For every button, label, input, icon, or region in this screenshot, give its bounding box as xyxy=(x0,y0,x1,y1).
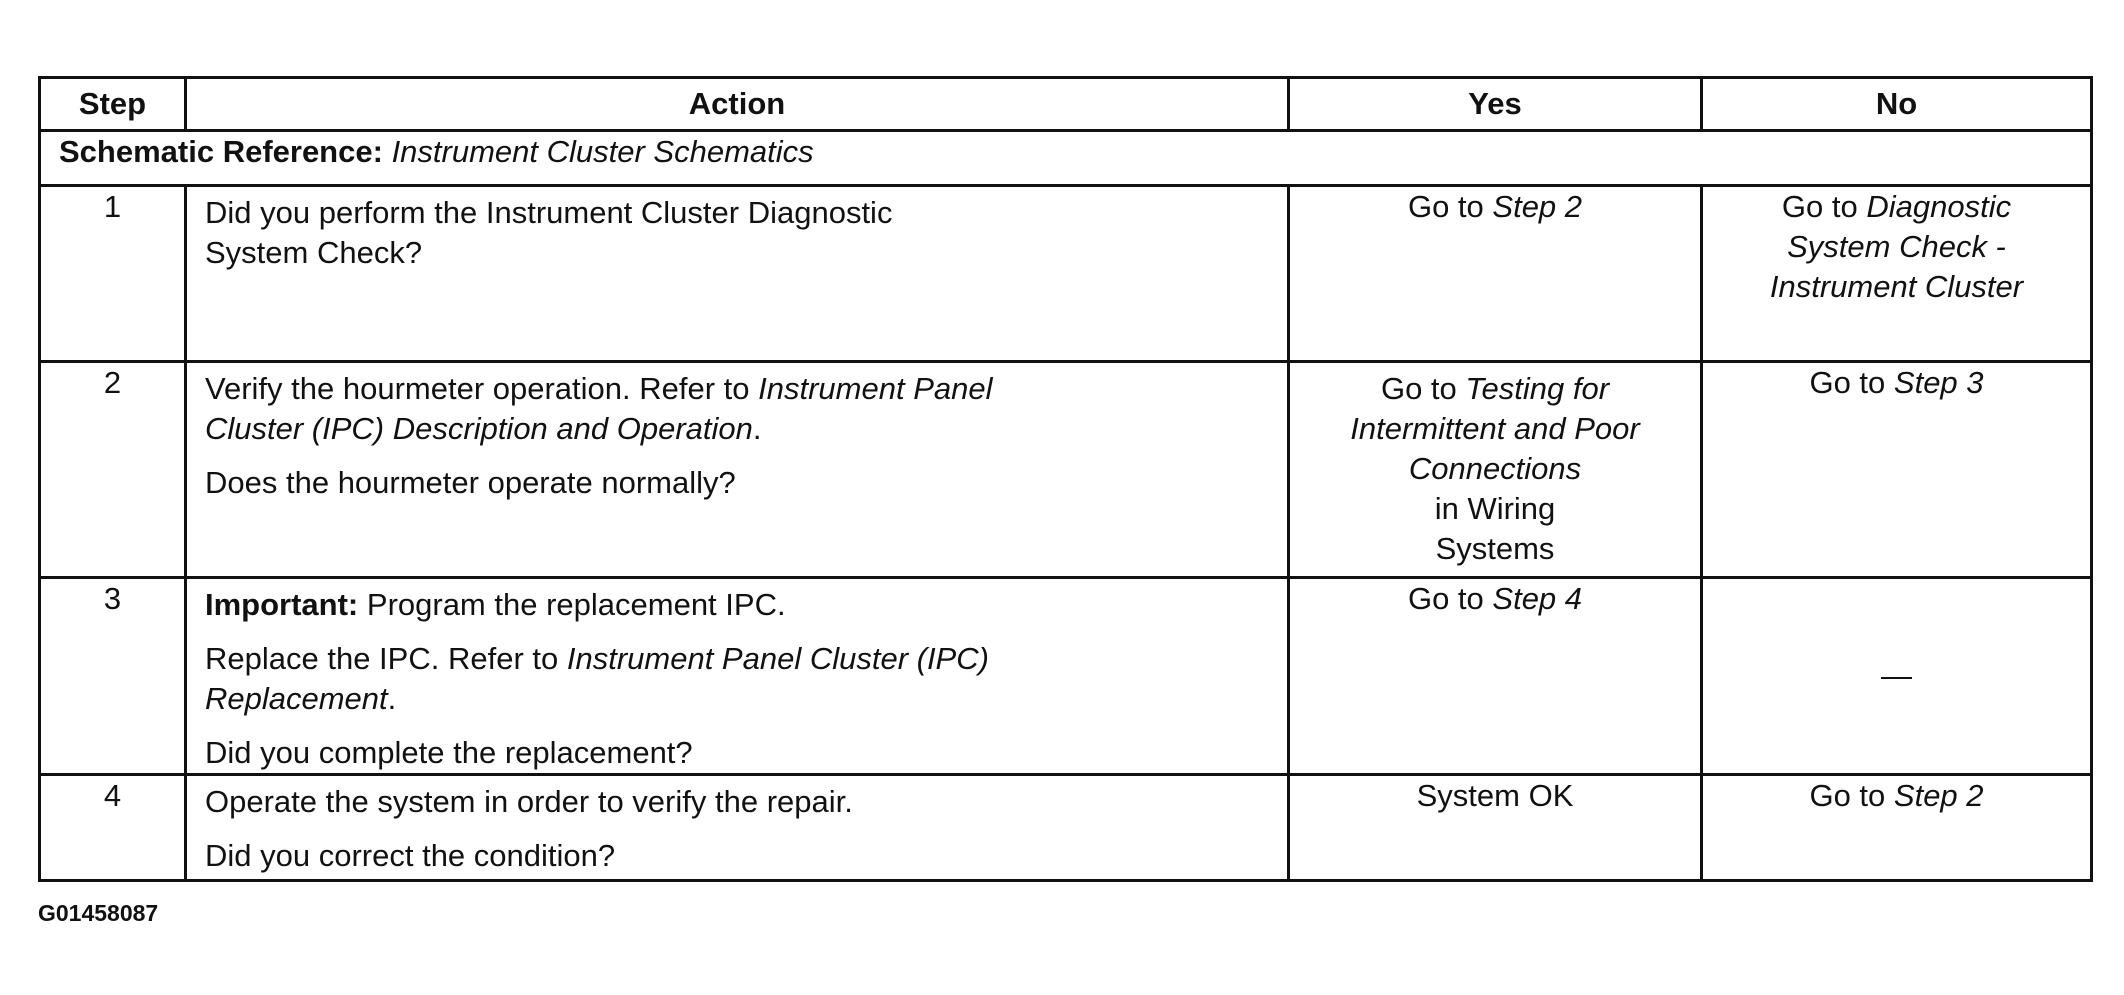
yes-cell xyxy=(1289,775,1702,881)
step-number: 3 xyxy=(40,578,186,775)
diagnostic-table xyxy=(38,76,2093,882)
yes-text: System OK xyxy=(1416,778,1574,813)
action-text: . xyxy=(752,411,762,446)
no-link[interactable]: Step 3 xyxy=(1893,365,1984,400)
yes-prefix: Go to xyxy=(1407,581,1484,616)
step-number: 1 xyxy=(40,186,186,362)
action-text: Operate the system in order to verify the repair. xyxy=(205,784,853,819)
yes-cell xyxy=(1289,578,1702,775)
header-yes: Yes xyxy=(1289,78,1702,131)
table-row xyxy=(40,578,2092,775)
table-row xyxy=(40,186,2092,362)
no-cell xyxy=(1702,362,2092,578)
important-label: Important: xyxy=(205,587,359,622)
action-text: . xyxy=(387,681,397,716)
yes-prefix: Go to xyxy=(1380,371,1457,406)
schematic-reference-label: Schematic Reference: xyxy=(59,134,383,169)
important-text: Program the replacement IPC. xyxy=(366,587,786,622)
action-link[interactable]: Cluster (IPC) Description and Operation xyxy=(205,411,753,446)
step-number: 2 xyxy=(40,362,186,578)
table-row xyxy=(40,362,2092,578)
schematic-reference-value: Instrument Cluster Schematics xyxy=(391,134,814,169)
action-text: System Check? xyxy=(205,235,423,270)
action-question: Did you correct the condition? xyxy=(205,838,616,873)
no-cell xyxy=(1702,186,2092,362)
no-link[interactable]: Diagnostic xyxy=(1866,189,2012,224)
action-cell xyxy=(186,186,1289,362)
yes-cell xyxy=(1289,362,1702,578)
no-prefix: Go to xyxy=(1809,365,1886,400)
no-cell xyxy=(1702,775,2092,881)
yes-cell xyxy=(1289,186,1702,362)
action-link[interactable]: Replacement xyxy=(205,681,388,716)
action-link[interactable]: Instrument Panel Cluster (IPC) xyxy=(566,641,989,676)
action-cell xyxy=(186,578,1289,775)
no-cell xyxy=(1702,578,2092,775)
schematic-reference-row xyxy=(40,131,2092,186)
no-link[interactable]: Step 2 xyxy=(1893,778,1984,813)
step-number: 4 xyxy=(40,775,186,881)
header-action: Action xyxy=(186,78,1289,131)
action-text: Replace the IPC. Refer to xyxy=(205,641,559,676)
yes-prefix: Go to xyxy=(1407,189,1484,224)
action-text: Did you perform the Instrument Cluster Diagnostic xyxy=(205,195,893,230)
header-row xyxy=(40,78,2092,131)
action-text: Verify the hourmeter operation. Refer to xyxy=(205,371,750,406)
yes-link[interactable]: Step 2 xyxy=(1492,189,1583,224)
yes-text: Systems xyxy=(1435,531,1555,566)
action-link[interactable]: Instrument Panel xyxy=(758,371,993,406)
header-no: No xyxy=(1702,78,2092,131)
no-prefix: Go to xyxy=(1809,778,1886,813)
yes-link[interactable]: Connections xyxy=(1408,451,1582,486)
action-cell xyxy=(186,775,1289,881)
header-step: Step xyxy=(40,78,186,131)
figure-id: G01458087 xyxy=(38,900,159,926)
no-prefix: Go to xyxy=(1781,189,1858,224)
action-question: Does the hourmeter operate normally? xyxy=(205,465,736,500)
no-link[interactable]: System Check - xyxy=(1787,229,2006,264)
yes-link[interactable]: Testing for xyxy=(1465,371,1610,406)
yes-link[interactable]: Intermittent and Poor xyxy=(1350,411,1640,446)
schematic-reference xyxy=(40,131,2092,186)
action-cell xyxy=(186,362,1289,578)
action-question: Did you complete the replacement? xyxy=(205,735,693,770)
yes-link[interactable]: Step 4 xyxy=(1492,581,1583,616)
no-link[interactable]: Instrument Cluster xyxy=(1769,269,2024,304)
table-row xyxy=(40,775,2092,881)
no-text: — xyxy=(1881,658,1912,693)
yes-text: in Wiring xyxy=(1434,491,1556,526)
